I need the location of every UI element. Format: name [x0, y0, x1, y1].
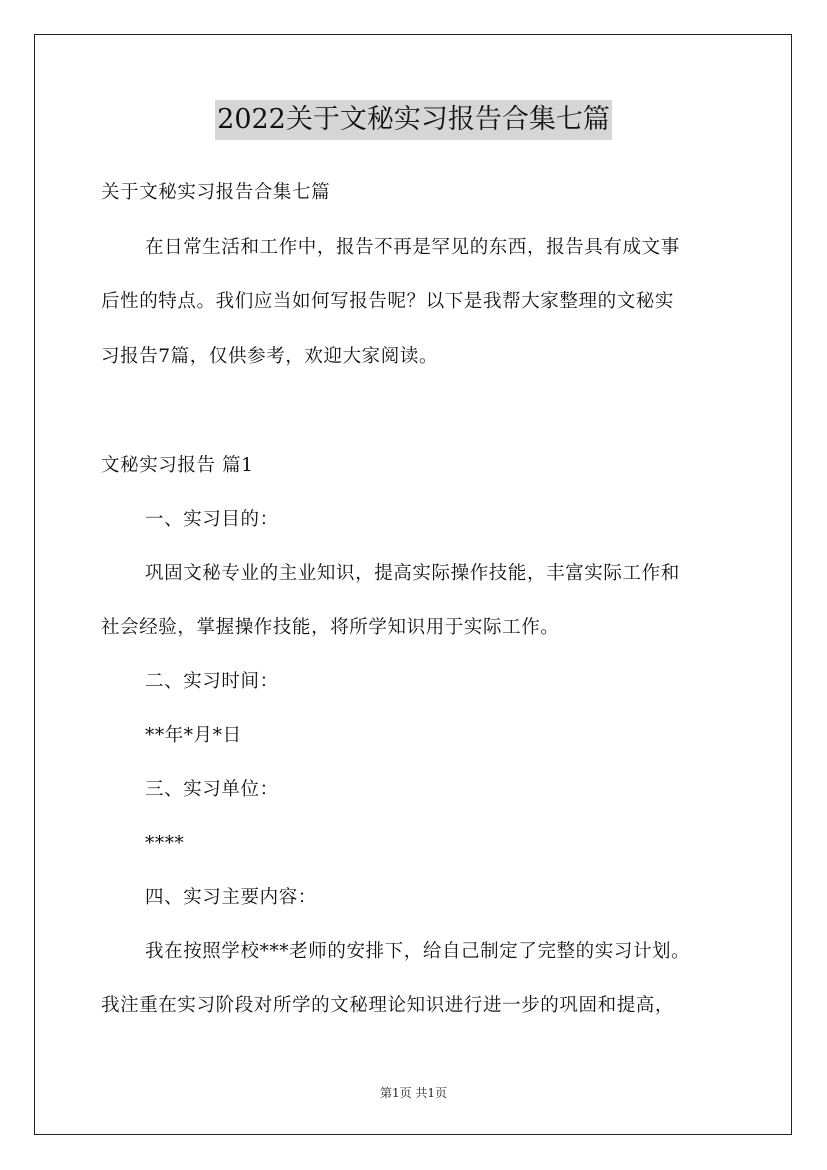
- section-heading: 文秘实习报告 篇1: [101, 455, 254, 476]
- title-container: [0, 100, 827, 140]
- time-value: **年*月*日: [145, 725, 242, 746]
- time-heading: 二、实习时间：: [145, 671, 279, 692]
- unit-heading: 三、实习单位：: [145, 779, 279, 800]
- purpose-text-line-1: 巩固文秘专业的主业知识，提高实际操作技能，丰富实际工作和: [145, 563, 680, 584]
- document-title: 2022关于文秘实习报告合集七篇: [215, 100, 612, 140]
- document-subtitle: 关于文秘实习报告合集七篇: [101, 182, 331, 203]
- unit-value: ****: [145, 833, 185, 854]
- purpose-text-line-2: 社会经验，掌握操作技能，将所学知识用于实际工作。: [101, 617, 560, 638]
- content-text-line-1: 我在按照学校***老师的安排下，给自己制定了完整的实习计划。: [145, 941, 691, 962]
- purpose-heading: 一、实习目的：: [145, 509, 279, 530]
- content-text-line-2: 我注重在实习阶段对所学的文秘理论知识进行进一步的巩固和提高，: [101, 995, 675, 1016]
- content-heading: 四、实习主要内容：: [145, 887, 317, 908]
- intro-line-3: 习报告7篇，仅供参考，欢迎大家阅读。: [101, 346, 439, 367]
- intro-line-2: 后性的特点。我们应当如何写报告呢？以下是我帮大家整理的文秘实: [101, 291, 675, 312]
- intro-line-1: 在日常生活和工作中，报告不再是罕见的东西，报告具有成文事: [145, 237, 680, 258]
- page-footer: 第1页 共1页: [379, 1086, 448, 1100]
